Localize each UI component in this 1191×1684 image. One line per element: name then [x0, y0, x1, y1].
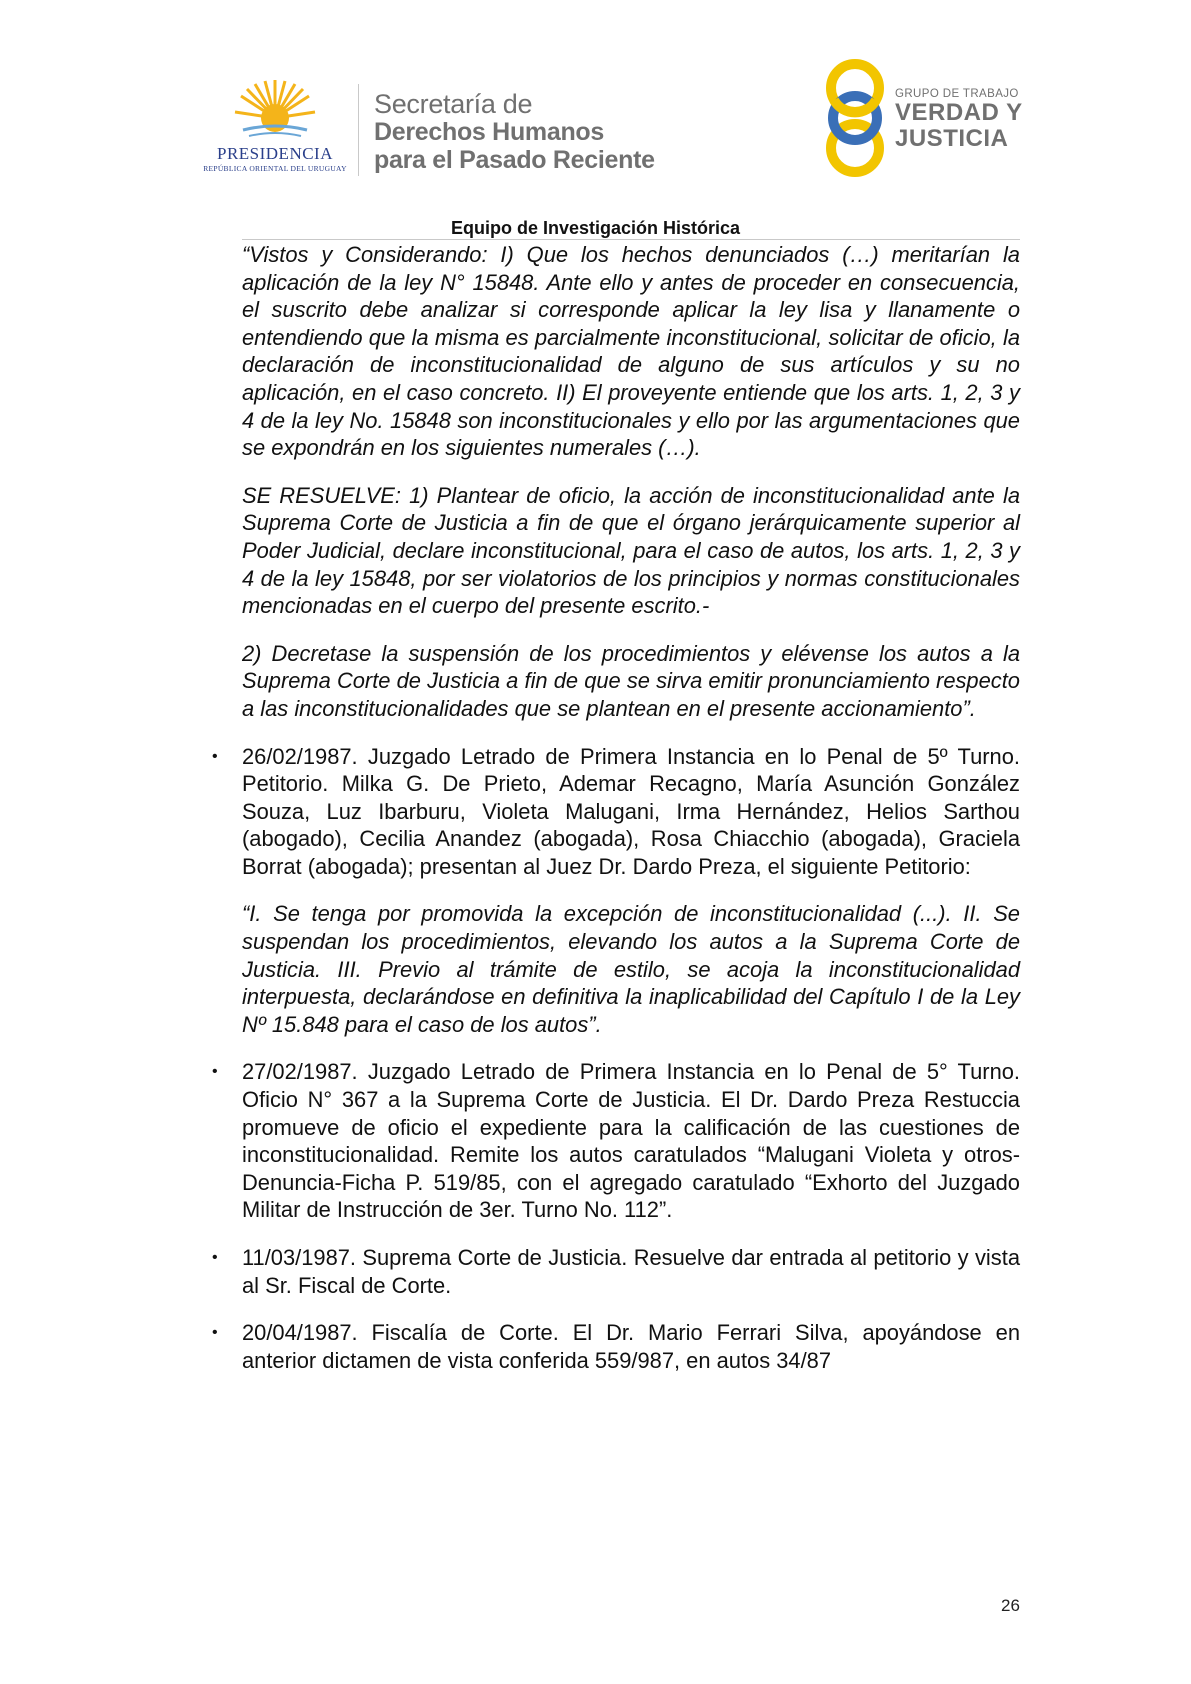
grupo-trabajo-logo-text: [895, 88, 1023, 152]
presidencia-subtitle: REPÚBLICA ORIENTAL DEL URUGUAY: [203, 164, 347, 173]
list-item-text: 20/04/1987. Fiscalía de Corte. El Dr. Mario Ferrari Silva, apoyándose en anterior dictamen de vista conferida 559/987, en autos 34/87: [242, 1320, 1020, 1373]
rings-logo-icon: [820, 58, 890, 178]
header-rule: [242, 239, 1020, 240]
presidencia-name: PRESIDENCIA: [216, 144, 333, 163]
list-item-text: 11/03/1987. Suprema Corte de Justicia. Resuelve dar entrada al petitorio y vista al Sr. Fiscal de Corte.: [242, 1245, 1020, 1298]
grupo-line-2: VERDAD Y: [895, 99, 1023, 126]
bullet-icon: •: [212, 747, 218, 765]
document-body: [212, 241, 1020, 1374]
quote-vistos: “Vistos y Considerando: I) Que los hechos denunciados (…) meritarían la aplicación de la ley N° 15848. Ante ello y antes de proceder en consecuencia, el suscrito debe analizar si corresponde aplicar la ley lisa y llanamente o entendiendo que la misma es parcialmente inconstitucional, solicitar de oficio, la declaración de inconstitucionalidad de alguno de sus artículos y su no aplicación, en el caso concreto. II) El proveyente entiende que los arts. 1, 2, 3 y 4 de la ley No. 15848 son inconstitucionales y ello por las argumentaciones que se expondrán en los siguientes numerales (…).: [242, 242, 1020, 461]
list-item: [212, 1319, 1020, 1374]
quote-decretase: 2) Decretase la suspensión de los procedimientos y elévense los autos a la Suprema Corte de Justicia a fin de que se sirva emitir pronunciamiento respecto a las inconstitucionalidades que se plantean en el presente accionamiento”.: [242, 640, 1020, 721]
secretaria-logo-text: [374, 90, 655, 174]
list-item: [212, 1244, 1020, 1299]
grupo-line-3: JUSTICIA: [895, 125, 1009, 152]
sun-emblem-icon: [233, 78, 317, 140]
list-item-text: 27/02/1987. Juzgado Letrado de Primera Instancia en lo Penal de 5° Turno. Oficio N° 367 a la Suprema Corte de Justicia. El Dr. Dardo Preza Restuccia promueve de oficio el expediente para la calificación de las cuestiones de inconstitucionalidad. Remite los autos caratulados “Malugani Violeta y otros-Denuncia-Ficha P. 519/85, con el agregado caratulado “Exhorto del Juzgado Militar de Instrucción de 3er. Turno No. 112”.: [242, 1059, 1020, 1223]
list-item-quote: “I. Se tenga por promovida la excepción de inconstitucionalidad (...). II. Se suspendan los procedimientos, elevando los autos a la Suprema Corte de Justicia. III. Previo al trámite de estilo, se acoja la inconstitucionalidad interpuesta, declarándose en definitiva la inaplicabilidad del Capítulo I de la Ley Nº 15.848 para el caso de los autos”.: [242, 901, 1020, 1037]
page-header: [0, 0, 1191, 240]
bullet-icon: •: [212, 1249, 218, 1266]
list-item: [212, 743, 1020, 1039]
grupo-line-1: GRUPO DE TRABAJO: [895, 88, 1019, 100]
presidencia-logo: [195, 78, 355, 178]
page-number: 26: [1001, 1596, 1020, 1615]
secretaria-line-3: para el Pasado Reciente: [374, 146, 655, 174]
list-item: [212, 1058, 1020, 1224]
logo-divider: [358, 84, 359, 176]
bullet-icon: •: [212, 1063, 218, 1081]
bullet-icon: •: [212, 1324, 218, 1342]
quote-se-resuelve: SE RESUELVE: 1) Plantear de oficio, la acción de inconstitucionalidad ante la Suprema Corte de Justicia a fin de que el órgano jerárquicamente superior al Poder Judicial, declare inconstitucional, para el caso de autos, los arts. 1, 2, 3 y 4 de la ley 15848, por ser violatorios de los principios y normas constitucionales mencionadas en el cuerpo del presente escrito.-: [242, 482, 1020, 619]
list-item-text: 26/02/1987. Juzgado Letrado de Primera Instancia en lo Penal de 5º Turno. Petitorio. Milka G. De Prieto, Ademar Recagno, María Asunción González Souza, Luz Ibarburu, Violeta Malugani, Irma Hernández, Helios Sarthou (abogado), Cecilia Anandez (abogada), Rosa Chiacchio (abogada), Graciela Borrat (abogada); presentan al Juez Dr. Dardo Preza, el siguiente Petitorio:: [242, 743, 1020, 879]
team-heading: Equipo de Investigación Histórica: [450, 218, 741, 238]
secretaria-line-1: Secretaría de: [374, 89, 533, 119]
secretaria-line-2: Derechos Humanos: [374, 118, 604, 146]
